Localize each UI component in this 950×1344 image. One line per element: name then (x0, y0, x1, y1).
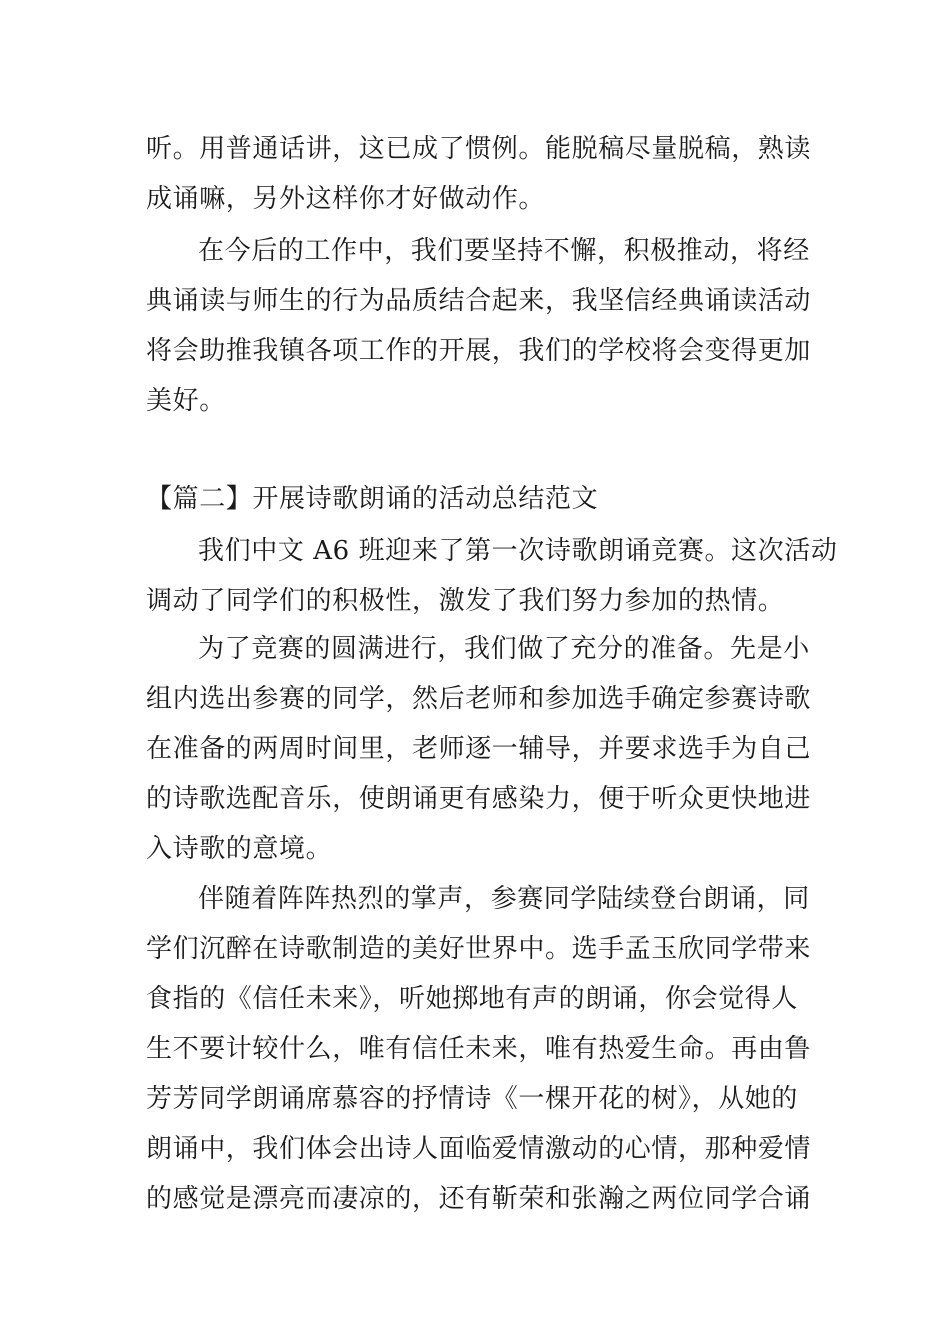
paragraph-line: 成诵嘛，另外这样你才好做动作。 (146, 184, 546, 214)
paragraph-line: 调动了同学们的积极性，激发了我们努力参加的热情。 (146, 586, 785, 616)
paragraph-line: 在今后的工作中，我们要坚持不懈，积极推动，将经 (198, 236, 810, 266)
paragraph-line: 入诗歌的意境。 (146, 834, 333, 864)
paragraph-line: 朗诵中，我们体会出诗人面临爱情激动的心情，那种爱情 (146, 1134, 812, 1164)
paragraph-line: 食指的《信任未来》，听她掷地有声的朗诵，你会觉得人 (146, 984, 799, 1014)
paragraph-line: 芳芳同学朗诵席慕容的抒情诗《一棵开花的树》，从她的 (146, 1084, 799, 1114)
paragraph-line: 将会助推我镇各项工作的开展，我们的学校将会变得更加 (146, 336, 812, 366)
paragraph-line: 的感觉是漂亮而凄凉的，还有靳荣和张瀚之两位同学合诵 (146, 1184, 812, 1214)
paragraph-line: 为了竞赛的圆满进行，我们做了充分的准备。先是小 (198, 634, 810, 664)
paragraph-line: 伴随着阵阵热烈的掌声，参赛同学陆续登台朗诵，同 (198, 884, 810, 914)
paragraph-line: 生不要计较什么，唯有信任未来，唯有热爱生命。再由鲁 (146, 1034, 812, 1064)
paragraph-line: 学们沉醉在诗歌制造的美好世界中。选手孟玉欣同学带来 (146, 934, 812, 964)
paragraph-line: 在准备的两周时间里，老师逐一辅导，并要求选手为自己 (146, 734, 812, 764)
section-heading: 【篇二】开展诗歌朗诵的活动总结范文 (146, 484, 599, 514)
paragraph-line: 组内选出参赛的同学，然后老师和参加选手确定参赛诗歌 (146, 684, 812, 714)
paragraph-line: 典诵读与师生的行为品质结合起来，我坚信经典诵读活动 (146, 286, 812, 316)
paragraph-line: 我们中文 A6 班迎来了第一次诗歌朗诵竞赛。这次活动 (198, 536, 838, 566)
paragraph-line: 听。用普通话讲，这已成了惯例。能脱稿尽量脱稿，熟读 (146, 134, 812, 164)
paragraph-line: 美好。 (146, 386, 226, 416)
paragraph-line: 的诗歌选配音乐，使朗诵更有感染力，便于听众更快地进 (146, 784, 812, 814)
